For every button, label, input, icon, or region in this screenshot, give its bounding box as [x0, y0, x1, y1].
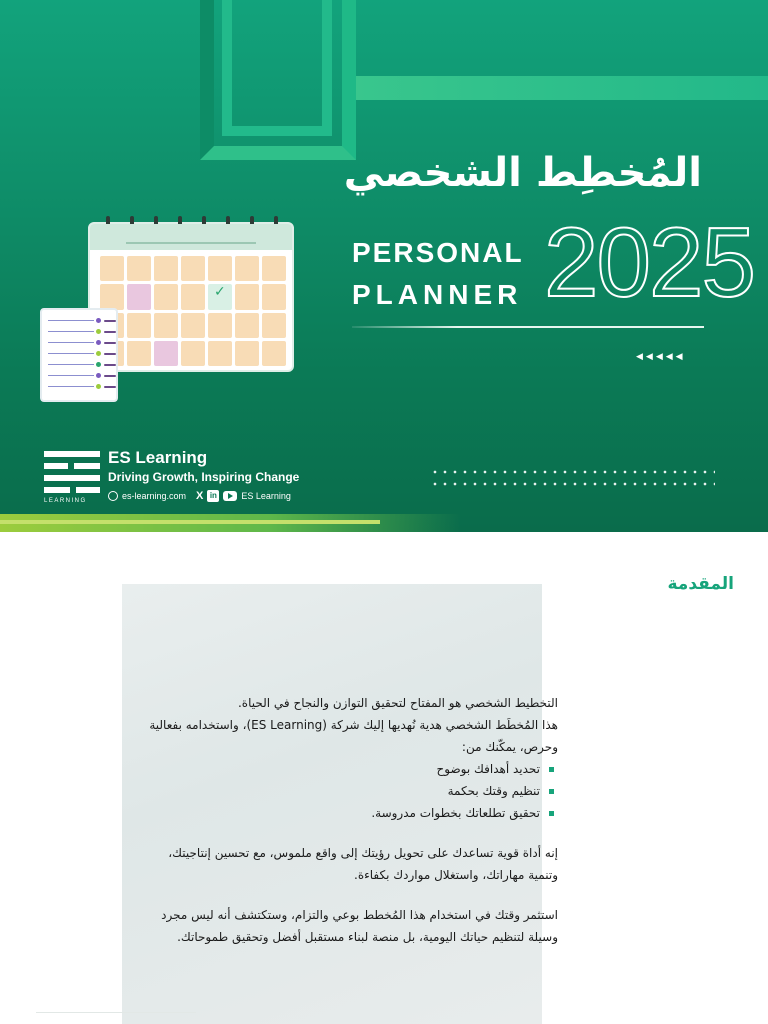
check-icon: ✓ [214, 284, 226, 301]
list-item: تحقيق تطلعاتك بخطوات مدروسة. [140, 802, 540, 824]
brand-links [108, 489, 338, 503]
x-icon[interactable]: X [196, 490, 204, 502]
brand-tagline: Driving Growth, Inspiring Change [108, 470, 300, 484]
intro-bullet-list [140, 758, 558, 824]
cover-year: 2025 [544, 207, 755, 317]
calendar-icon [88, 222, 294, 372]
cover-title-line2: PLANNER [352, 279, 523, 310]
list-item: تحديد أهدافك بوضوح [140, 758, 540, 780]
decorative-frame-inner [222, 0, 332, 136]
social-handle: ES Learning [241, 491, 291, 501]
decorative-bar-bottom-line [0, 520, 380, 524]
intro-body [140, 692, 558, 948]
intro-paragraph-1: التخطيط الشخصي هو المفتاح لتحقيق التوازن والنجاح في الحياة. [237, 696, 558, 710]
globe-icon [108, 491, 118, 501]
page-heading: المقدمة [667, 574, 734, 594]
youtube-icon[interactable] [223, 491, 237, 501]
calendar-grid [100, 256, 286, 366]
notepad-icon [40, 308, 118, 402]
cover-title-arabic: المُخطِط الشخصي [343, 150, 702, 196]
intro-paragraph-3: إنه أداة قوية تساعدك على تحويل رؤيتك إلى واقع ملموس، مع تحسين إنتاجيتك، وتنمية مهاراتك، واستغلال مواردك بكفاءة. [168, 846, 558, 882]
cover-divider [352, 326, 704, 328]
decorative-bar-top [356, 76, 768, 100]
logo-text: LEARNING [44, 498, 87, 504]
intro-paragraph-2: هذا المُخطَط الشخصي هدية نُهديها إليك شركة (ES Learning)، واستخدامه بفعالية وحرص، يمكّنك من: [149, 718, 558, 754]
cover-title-english [352, 232, 542, 316]
brand-name: ES Learning [108, 448, 208, 467]
website-link[interactable]: es-learning.com [122, 491, 187, 501]
calendar-header [90, 224, 292, 250]
decorative-dots [430, 466, 715, 486]
bottom-divider [36, 1012, 196, 1013]
list-item: تنظيم وقتك بحكمة [140, 780, 540, 802]
cover-title-line1: PERSONAL [352, 237, 524, 268]
intro-page [0, 532, 768, 1024]
intro-paragraph-4: استثمر وقتك في استخدام هذا المُخطط بوعي والتزام، وستكتشف أنه ليس مجرد وسيلة لتنظيم حياتك اليومية، بل منصة لبناء مستقبل أفضل وتحقيق طموحاتك. [161, 908, 558, 944]
linkedin-icon[interactable]: in [207, 490, 219, 502]
arrows-icon: ◀◀◀◀◀ [636, 352, 686, 362]
